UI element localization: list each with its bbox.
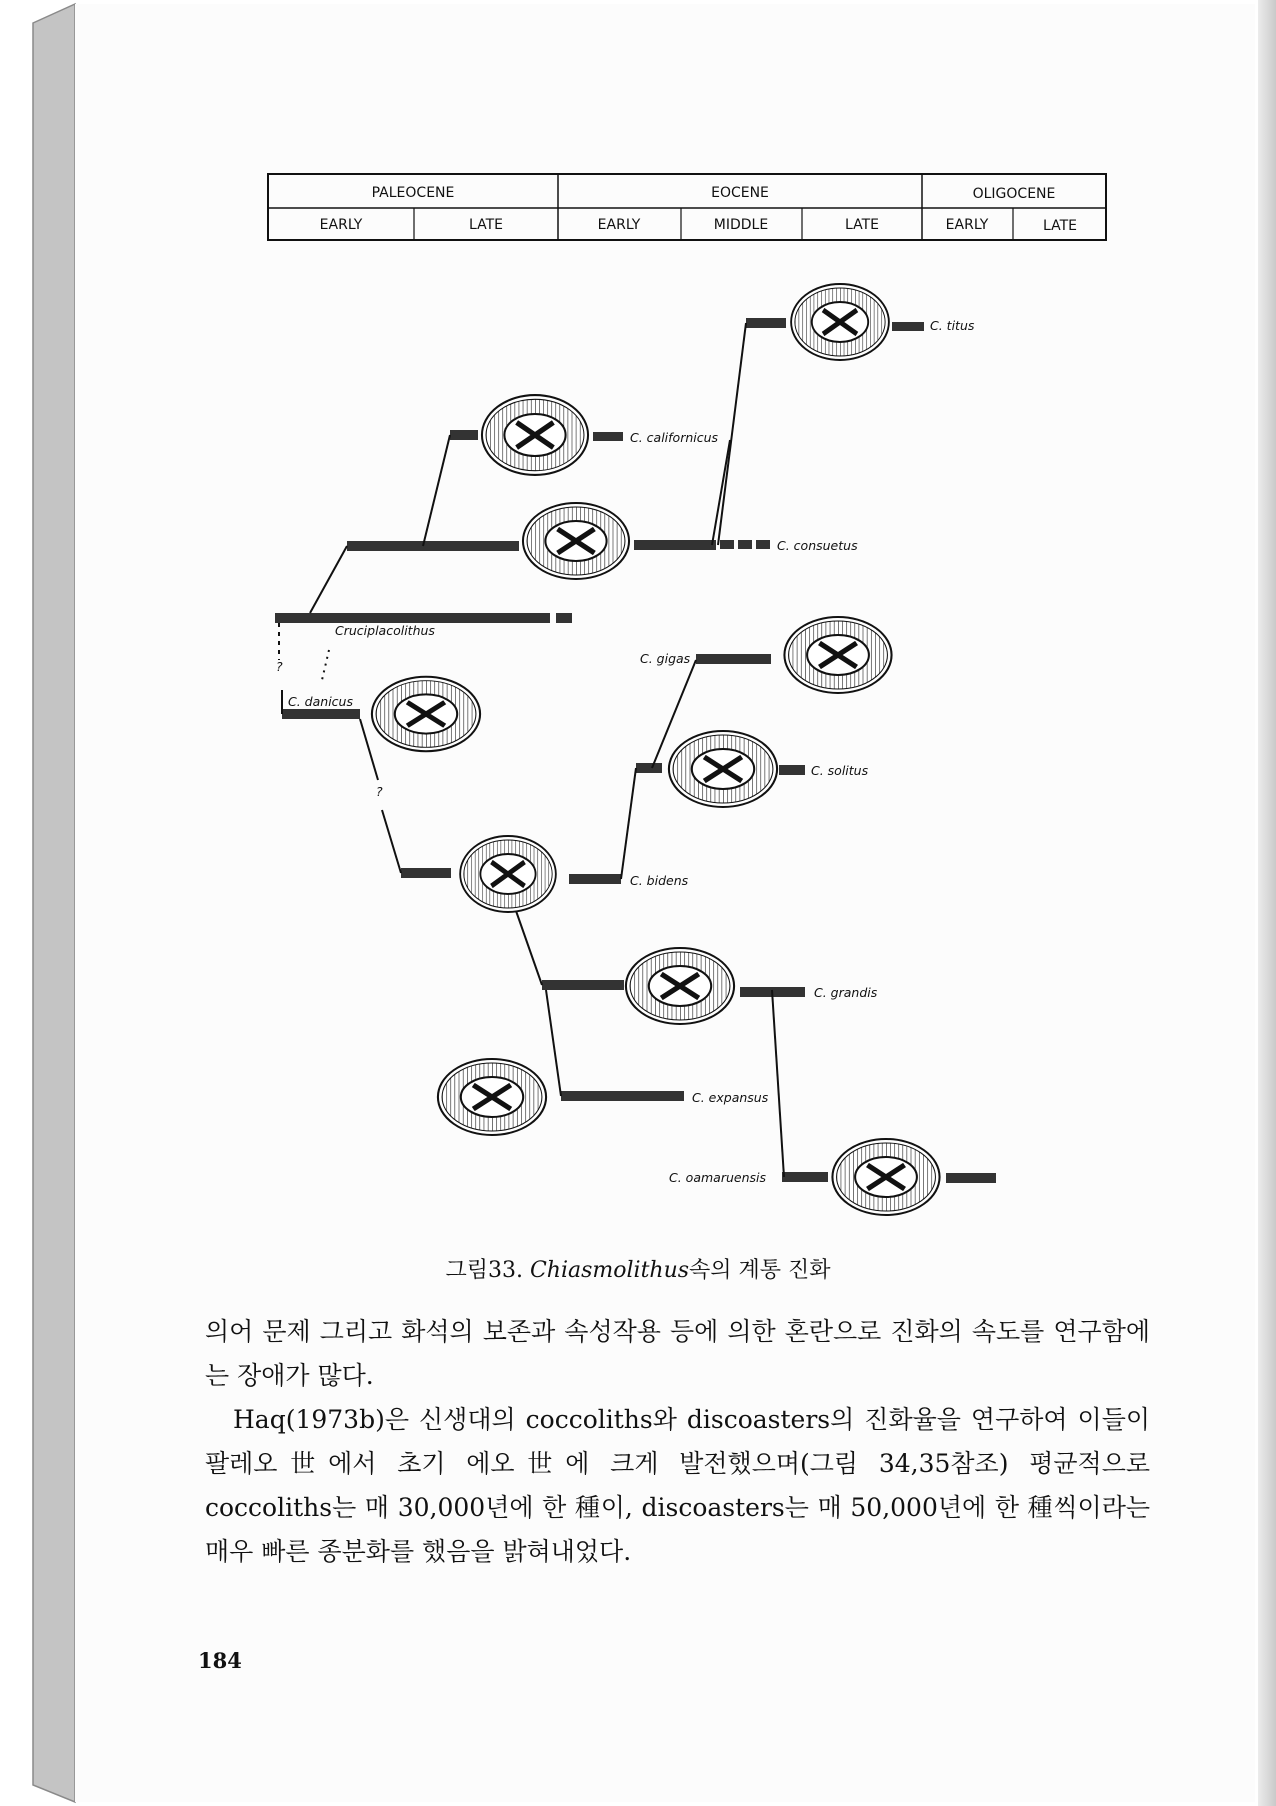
figure-caption — [0, 1253, 1276, 1284]
coccolith-grandis-icon — [626, 948, 734, 1024]
epoch-paleocene: PALEOCENE — [371, 185, 455, 201]
caption-suffix: 속의 계통 진화 — [689, 1258, 831, 1283]
label-danicus: C. danicus — [288, 694, 353, 709]
page-number: 184 — [198, 1648, 242, 1673]
label-bidens: C. bidens — [630, 873, 689, 888]
coccolith-bidens-icon — [460, 836, 556, 912]
time-scale-table — [268, 174, 1106, 240]
stage-oligocene-late: LATE — [1042, 218, 1078, 234]
label-expansus: C. expansus — [692, 1090, 769, 1105]
coccolith-californicus-icon — [482, 395, 588, 475]
coccolith-consuetus-icon — [523, 503, 629, 579]
epoch-eocene: EOCENE — [711, 185, 769, 201]
label-consuetus: C. consuetus — [777, 538, 858, 553]
label-titus: C. titus — [930, 318, 975, 333]
stage-eocene-late: LATE — [844, 217, 880, 233]
range-bars — [275, 318, 996, 1183]
stage-oligocene-early: EARLY — [945, 217, 989, 233]
label-cruciplacolithus: Cruciplacolithus — [335, 623, 435, 638]
label-solitus: C. solitus — [811, 763, 869, 778]
paragraph-1: 의어 문제 그리고 화석의 보존과 속성작용 등에 의한 혼란으로 진화의 속도를 연구함에는 장애가 많다. — [205, 1317, 1150, 1390]
coccolith-titus-icon — [791, 284, 889, 360]
label-gigas: C. gigas — [640, 651, 691, 666]
stage-paleocene-late: LATE — [468, 217, 504, 233]
coccolith-oamaruensis-icon — [832, 1139, 939, 1215]
caption-prefix: 그림33. — [445, 1258, 530, 1283]
uncertain-marker-1: ? — [276, 659, 283, 674]
label-grandis: C. grandis — [814, 985, 878, 1000]
body-text — [205, 1310, 1150, 1574]
paragraph-2: Haq(1973b)은 신생대의 coccoliths와 discoasters의 진화율을 연구하여 이들이 팔레오世에서 초기 에오世에 크게 발전했으며(그림 34,35참조) 평균적으로 coccoliths는 매 30,000년에 한 種이, discoasters는 매 50,000년에 한 種씩이라는 매우 빠른 종분화를 했음을 밝혀내었다. — [205, 1405, 1150, 1566]
coccolith-solitus-icon — [669, 731, 777, 807]
caption-genus: Chiasmolithus — [529, 1258, 690, 1283]
label-californicus: C. californicus — [630, 430, 719, 445]
stage-eocene-early: EARLY — [597, 217, 641, 233]
label-oamaruensis: C. oamaruensis — [669, 1170, 766, 1185]
epoch-oligocene: OLIGOCENE — [972, 186, 1056, 202]
coccolith-danicus-icon — [372, 677, 480, 751]
stage-eocene-middle: MIDDLE — [713, 217, 769, 233]
coccolith-expansus-icon — [438, 1059, 546, 1135]
coccolith-gigas-icon — [784, 617, 891, 693]
stage-paleocene-early: EARLY — [319, 217, 363, 233]
uncertain-marker-2: ? — [376, 784, 383, 799]
